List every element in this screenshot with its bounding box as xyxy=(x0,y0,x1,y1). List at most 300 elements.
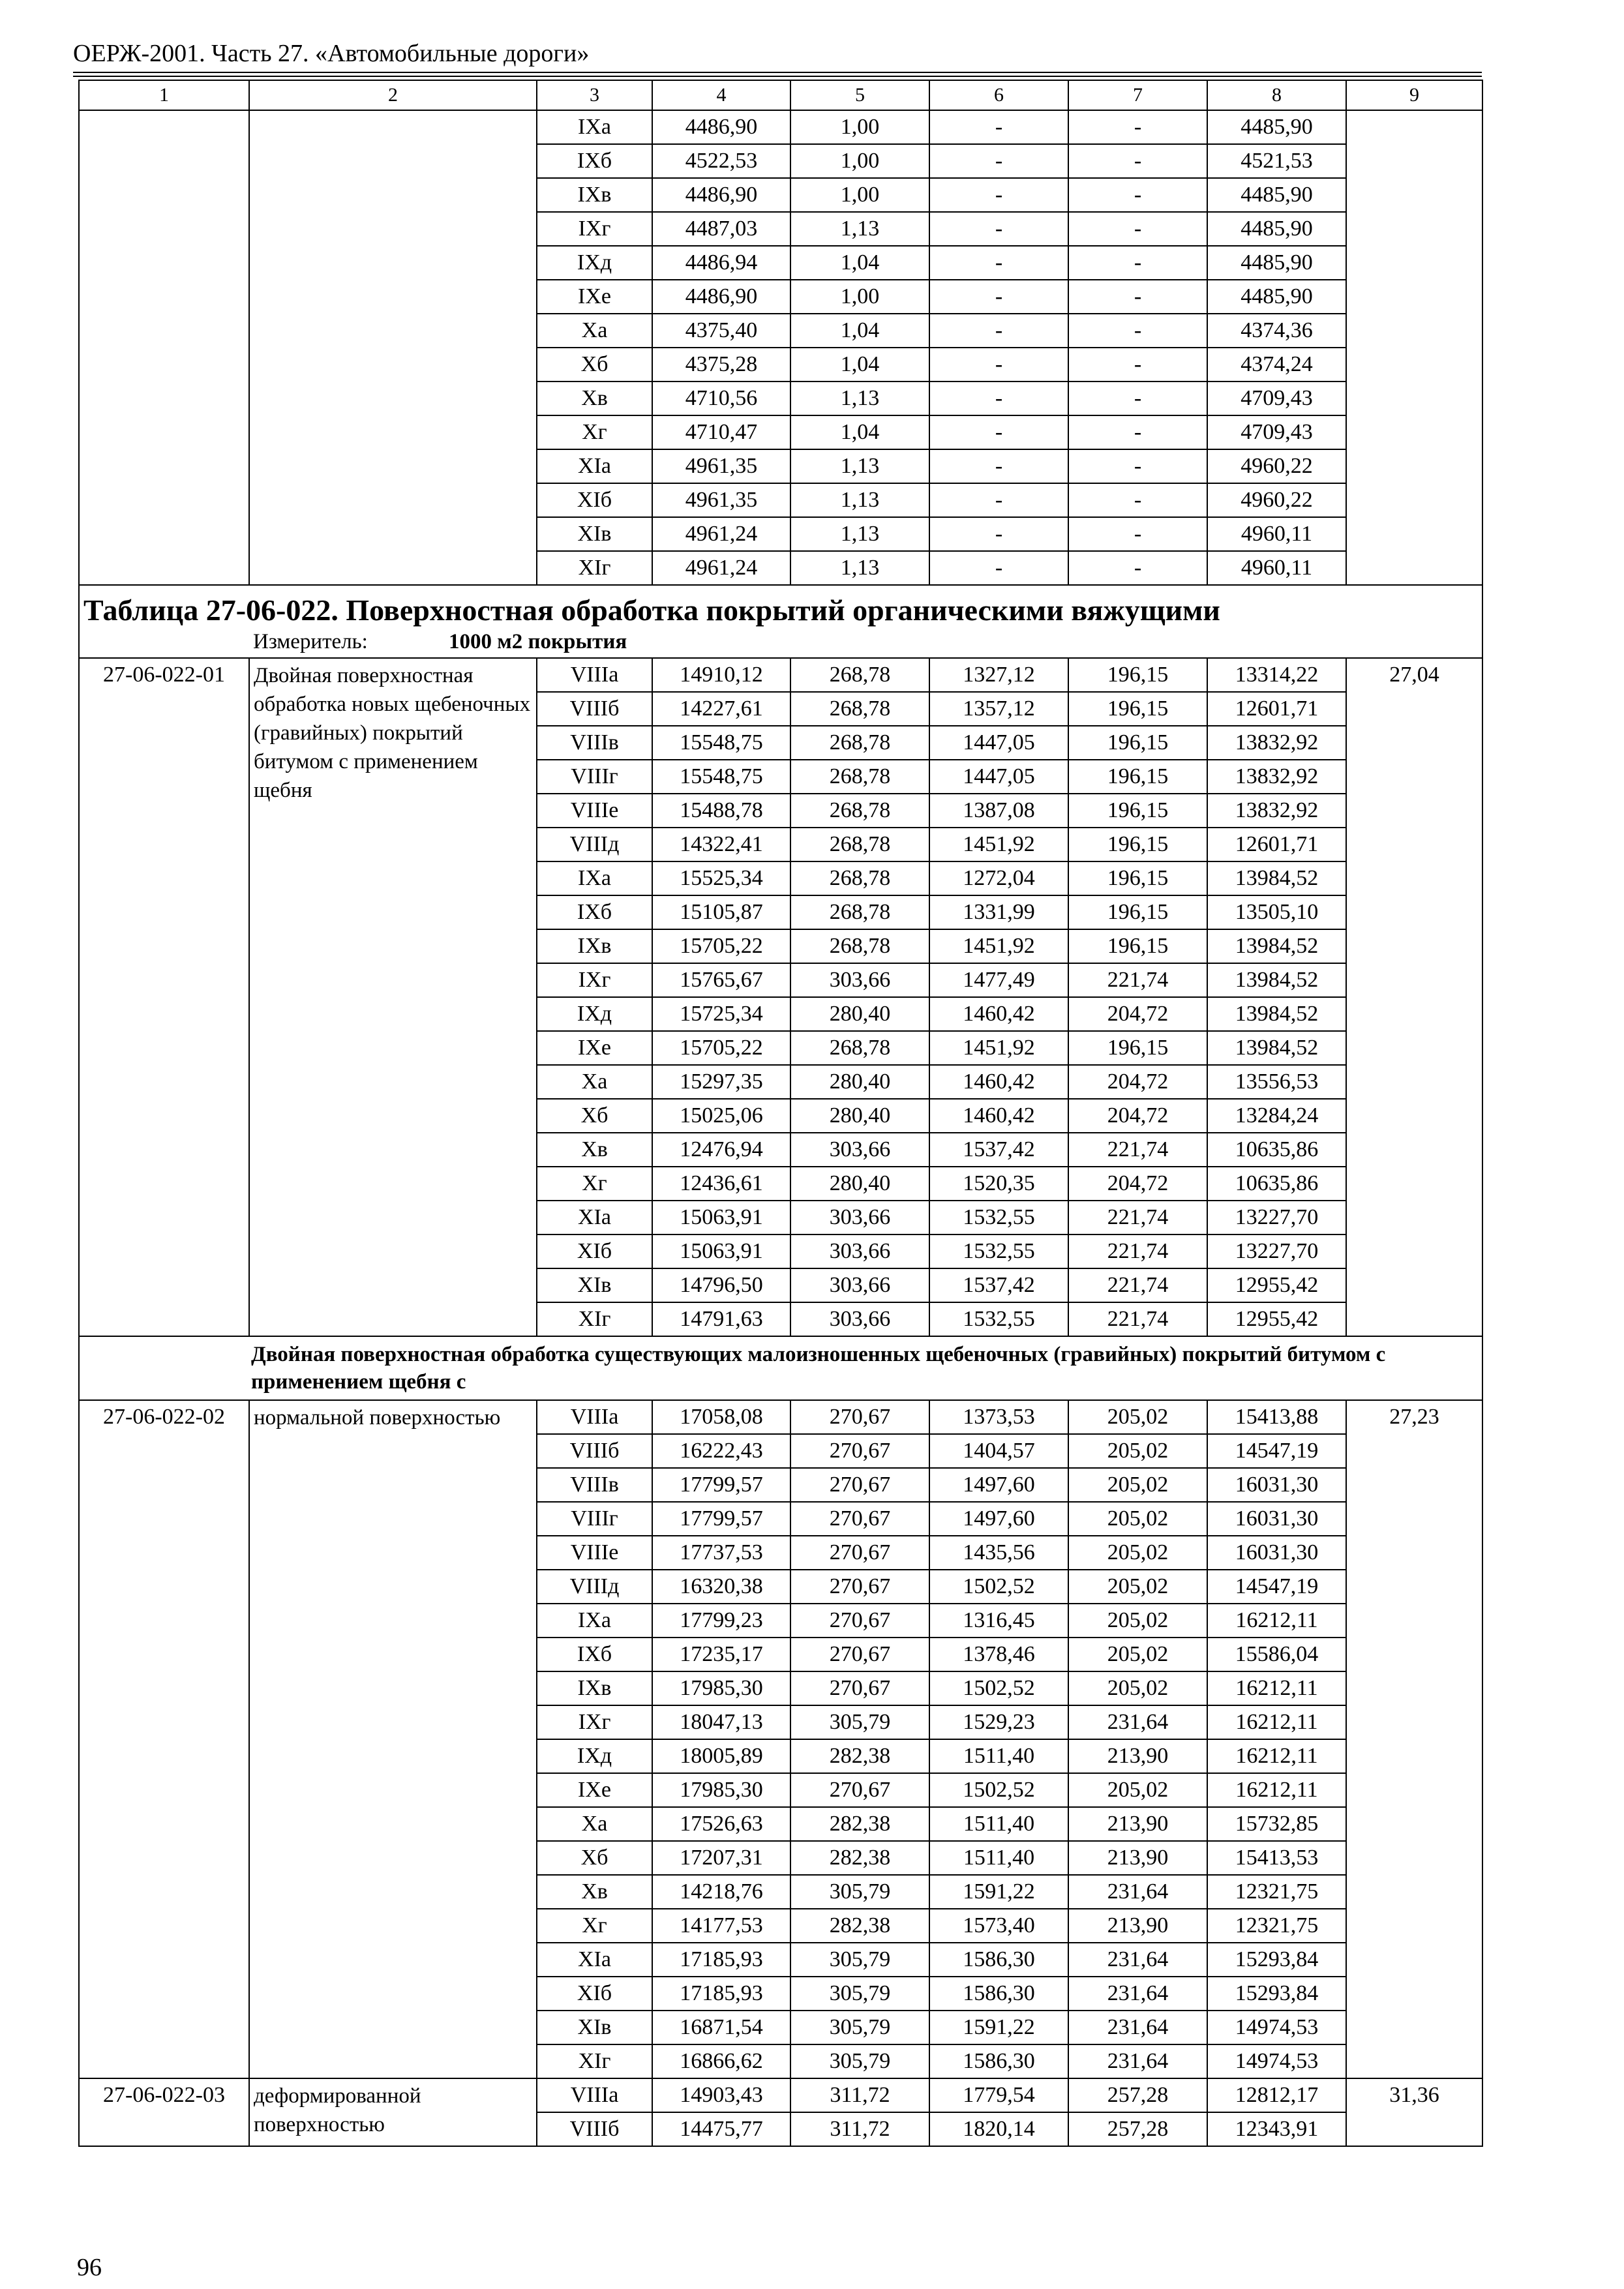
materials-cell: 4709,43 xyxy=(1207,382,1346,415)
total-cost-cell: 17235,17 xyxy=(652,1638,790,1671)
total-cost-cell: 15548,75 xyxy=(652,760,790,794)
empty-col9-cell xyxy=(1346,110,1482,585)
machinery-cell: 1820,14 xyxy=(929,2112,1068,2146)
materials-cell: 4374,36 xyxy=(1207,314,1346,348)
total-cost-cell: 4486,90 xyxy=(652,280,790,314)
road-class-cell: XIг xyxy=(537,1302,652,1336)
wages-cell: 303,66 xyxy=(790,1234,929,1268)
wages-cell: 303,66 xyxy=(790,1302,929,1336)
machinery-cell: 1573,40 xyxy=(929,1909,1068,1943)
wages-cell: 270,67 xyxy=(790,1434,929,1468)
total-cost-cell: 4486,90 xyxy=(652,178,790,212)
machinery-cell: - xyxy=(929,110,1068,144)
materials-cell: 16212,11 xyxy=(1207,1705,1346,1739)
materials-cell: 12812,17 xyxy=(1207,2078,1346,2112)
machinist-wages-cell: 231,64 xyxy=(1068,1977,1207,2011)
column-number: 6 xyxy=(929,80,1068,110)
machinist-wages-cell: 196,15 xyxy=(1068,929,1207,963)
machinist-wages-cell: 204,72 xyxy=(1068,1065,1207,1099)
road-class-cell: IXе xyxy=(537,280,652,314)
machinery-cell: 1378,46 xyxy=(929,1638,1068,1671)
total-cost-cell: 14796,50 xyxy=(652,1268,790,1302)
wages-cell: 1,13 xyxy=(790,212,929,246)
wages-cell: 1,00 xyxy=(790,144,929,178)
road-class-cell: XIг xyxy=(537,2044,652,2078)
total-cost-cell: 14227,61 xyxy=(652,692,790,726)
materials-cell: 4960,22 xyxy=(1207,449,1346,483)
road-class-cell: VIIIа xyxy=(537,1400,652,1434)
machinist-wages-cell: 231,64 xyxy=(1068,2044,1207,2078)
materials-cell: 13984,52 xyxy=(1207,1031,1346,1065)
materials-cell: 14547,19 xyxy=(1207,1570,1346,1604)
road-class-cell: XIа xyxy=(537,1201,652,1234)
machinist-wages-cell: 205,02 xyxy=(1068,1502,1207,1536)
machinist-wages-cell: 196,15 xyxy=(1068,828,1207,861)
road-class-cell: XIб xyxy=(537,1234,652,1268)
machinist-wages-cell: 196,15 xyxy=(1068,895,1207,929)
machinery-cell: 1779,54 xyxy=(929,2078,1068,2112)
materials-cell: 13832,92 xyxy=(1207,794,1346,828)
machinist-wages-cell: 205,02 xyxy=(1068,1773,1207,1807)
machinery-cell: 1502,52 xyxy=(929,1671,1068,1705)
machinery-cell: 1591,22 xyxy=(929,1875,1068,1909)
machinist-wages-cell: - xyxy=(1068,280,1207,314)
total-cost-cell: 17985,30 xyxy=(652,1773,790,1807)
materials-cell: 13227,70 xyxy=(1207,1201,1346,1234)
item-code: 27-06-022-03 xyxy=(79,2078,249,2146)
wages-cell: 305,79 xyxy=(790,2011,929,2044)
road-class-cell: VIIIв xyxy=(537,1468,652,1502)
wages-cell: 311,72 xyxy=(790,2112,929,2146)
machinist-wages-cell: 213,90 xyxy=(1068,1739,1207,1773)
table-row xyxy=(79,110,1482,144)
machinist-wages-cell: 221,74 xyxy=(1068,963,1207,997)
machinist-wages-cell: 205,02 xyxy=(1068,1604,1207,1638)
column-number: 4 xyxy=(652,80,790,110)
total-cost-cell: 16320,38 xyxy=(652,1570,790,1604)
materials-cell: 15293,84 xyxy=(1207,1943,1346,1977)
machinist-wages-cell: 196,15 xyxy=(1068,658,1207,692)
unit-value: 1000 м2 покрытия xyxy=(449,630,627,653)
machinist-wages-cell: 196,15 xyxy=(1068,1031,1207,1065)
road-class-cell: XIа xyxy=(537,449,652,483)
column-number: 2 xyxy=(249,80,537,110)
table-title-cell xyxy=(79,585,1482,658)
total-cost-cell: 4961,35 xyxy=(652,483,790,517)
machinist-wages-cell: 196,15 xyxy=(1068,794,1207,828)
road-class-cell: IXб xyxy=(537,895,652,929)
materials-cell: 13832,92 xyxy=(1207,760,1346,794)
materials-cell: 12343,91 xyxy=(1207,2112,1346,2146)
wages-cell: 268,78 xyxy=(790,929,929,963)
machinist-wages-cell: 205,02 xyxy=(1068,1536,1207,1570)
road-class-cell: IXд xyxy=(537,246,652,280)
machinist-wages-cell: - xyxy=(1068,314,1207,348)
machinery-cell: 1447,05 xyxy=(929,726,1068,760)
road-class-cell: VIIIа xyxy=(537,2078,652,2112)
materials-cell: 4485,90 xyxy=(1207,110,1346,144)
wages-cell: 303,66 xyxy=(790,1201,929,1234)
wages-cell: 1,04 xyxy=(790,246,929,280)
materials-cell: 4960,11 xyxy=(1207,517,1346,551)
road-class-cell: VIIIб xyxy=(537,2112,652,2146)
road-class-cell: XIв xyxy=(537,2011,652,2044)
total-cost-cell: 15488,78 xyxy=(652,794,790,828)
wages-cell: 1,04 xyxy=(790,415,929,449)
materials-cell: 4521,53 xyxy=(1207,144,1346,178)
wages-cell: 1,00 xyxy=(790,280,929,314)
machinist-wages-cell: - xyxy=(1068,551,1207,585)
machinist-wages-cell: 213,90 xyxy=(1068,1807,1207,1841)
machinery-cell: 1537,42 xyxy=(929,1133,1068,1167)
total-cost-cell: 4961,24 xyxy=(652,551,790,585)
machinery-cell: 1460,42 xyxy=(929,1099,1068,1133)
road-class-cell: Xб xyxy=(537,1841,652,1875)
unit-label: Измеритель: xyxy=(253,630,368,653)
machinery-cell: 1373,53 xyxy=(929,1400,1068,1434)
total-cost-cell: 15548,75 xyxy=(652,726,790,760)
machinery-cell: 1586,30 xyxy=(929,2044,1068,2078)
total-cost-cell: 4522,53 xyxy=(652,144,790,178)
machinist-wages-cell: - xyxy=(1068,246,1207,280)
wages-cell: 282,38 xyxy=(790,1807,929,1841)
road-class-cell: IXа xyxy=(537,110,652,144)
table-row xyxy=(79,1400,1482,1434)
materials-cell: 14974,53 xyxy=(1207,2011,1346,2044)
machinery-cell: - xyxy=(929,483,1068,517)
total-cost-cell: 15105,87 xyxy=(652,895,790,929)
wages-cell: 268,78 xyxy=(790,726,929,760)
empty-description-cell xyxy=(249,110,537,585)
wages-cell: 268,78 xyxy=(790,861,929,895)
total-cost-cell: 16871,54 xyxy=(652,2011,790,2044)
machinery-cell: 1477,49 xyxy=(929,963,1068,997)
column-number: 5 xyxy=(790,80,929,110)
road-class-cell: Xг xyxy=(537,1909,652,1943)
road-class-cell: VIIIе xyxy=(537,1536,652,1570)
road-class-cell: Xв xyxy=(537,1875,652,1909)
machinery-cell: 1529,23 xyxy=(929,1705,1068,1739)
materials-cell: 16212,11 xyxy=(1207,1671,1346,1705)
wages-cell: 305,79 xyxy=(790,1943,929,1977)
road-class-cell: VIIIд xyxy=(537,828,652,861)
materials-cell: 13984,52 xyxy=(1207,929,1346,963)
machinist-wages-cell: 257,28 xyxy=(1068,2112,1207,2146)
machinist-wages-cell: 231,64 xyxy=(1068,1875,1207,1909)
item-description: Двойная поверхностная обработка новых щебеночных (гравийных) покрытий битумом с применением щебня xyxy=(249,658,537,1336)
machinery-cell: 1586,30 xyxy=(929,1943,1068,1977)
machinery-cell: 1502,52 xyxy=(929,1570,1068,1604)
machinery-cell: 1532,55 xyxy=(929,1302,1068,1336)
wages-cell: 270,67 xyxy=(790,1400,929,1434)
total-cost-cell: 15063,91 xyxy=(652,1234,790,1268)
wages-cell: 1,13 xyxy=(790,551,929,585)
wages-cell: 268,78 xyxy=(790,1031,929,1065)
materials-cell: 12601,71 xyxy=(1207,828,1346,861)
total-cost-cell: 12476,94 xyxy=(652,1133,790,1167)
item-description: деформированной поверхностью xyxy=(249,2078,537,2146)
materials-cell: 12601,71 xyxy=(1207,692,1346,726)
machinery-cell: 1532,55 xyxy=(929,1234,1068,1268)
machinery-cell: 1435,56 xyxy=(929,1536,1068,1570)
total-cost-cell: 4375,40 xyxy=(652,314,790,348)
machinery-cell: 1591,22 xyxy=(929,2011,1068,2044)
empty-code-cell xyxy=(79,110,249,585)
machinist-wages-cell: 205,02 xyxy=(1068,1468,1207,1502)
machinery-cell: 1497,60 xyxy=(929,1502,1068,1536)
total-cost-cell: 17737,53 xyxy=(652,1536,790,1570)
machinist-wages-cell: 205,02 xyxy=(1068,1570,1207,1604)
road-class-cell: IXе xyxy=(537,1031,652,1065)
total-cost-cell: 4710,56 xyxy=(652,382,790,415)
total-cost-cell: 16222,43 xyxy=(652,1434,790,1468)
machinist-wages-cell: 196,15 xyxy=(1068,760,1207,794)
road-class-cell: XIб xyxy=(537,483,652,517)
materials-cell: 12955,42 xyxy=(1207,1268,1346,1302)
total-cost-cell: 17207,31 xyxy=(652,1841,790,1875)
machinist-wages-cell: - xyxy=(1068,348,1207,382)
road-class-cell: VIIIв xyxy=(537,726,652,760)
wages-cell: 268,78 xyxy=(790,658,929,692)
road-class-cell: IXб xyxy=(537,1638,652,1671)
subheading-row xyxy=(79,1336,1482,1400)
wages-cell: 305,79 xyxy=(790,1977,929,2011)
machinery-cell: - xyxy=(929,348,1068,382)
machinist-wages-cell: 196,15 xyxy=(1068,726,1207,760)
running-header: ОЕРЖ-2001. Часть 27. «Автомобильные дороги» xyxy=(73,40,590,67)
machinery-cell: 1331,99 xyxy=(929,895,1068,929)
total-cost-cell: 4487,03 xyxy=(652,212,790,246)
machinist-wages-cell: 205,02 xyxy=(1068,1638,1207,1671)
materials-cell: 16031,30 xyxy=(1207,1468,1346,1502)
column-number: 1 xyxy=(79,80,249,110)
wages-cell: 303,66 xyxy=(790,1268,929,1302)
materials-cell: 4709,43 xyxy=(1207,415,1346,449)
road-class-cell: IXг xyxy=(537,1705,652,1739)
materials-cell: 15732,85 xyxy=(1207,1807,1346,1841)
road-class-cell: IXд xyxy=(537,997,652,1031)
total-cost-cell: 17799,57 xyxy=(652,1502,790,1536)
machinist-wages-cell: 221,74 xyxy=(1068,1302,1207,1336)
machinist-wages-cell: 204,72 xyxy=(1068,1167,1207,1201)
road-class-cell: Xв xyxy=(537,1133,652,1167)
wages-cell: 311,72 xyxy=(790,2078,929,2112)
road-class-cell: XIг xyxy=(537,551,652,585)
machinist-wages-cell: 205,02 xyxy=(1068,1671,1207,1705)
wages-cell: 282,38 xyxy=(790,1841,929,1875)
road-class-cell: IXв xyxy=(537,1671,652,1705)
machinery-cell: 1447,05 xyxy=(929,760,1068,794)
machinist-wages-cell: 221,74 xyxy=(1068,1234,1207,1268)
road-class-cell: Xб xyxy=(537,348,652,382)
total-cost-cell: 15025,06 xyxy=(652,1099,790,1133)
machinery-cell: 1511,40 xyxy=(929,1739,1068,1773)
total-cost-cell: 14791,63 xyxy=(652,1302,790,1336)
machinist-wages-cell: 231,64 xyxy=(1068,2011,1207,2044)
total-cost-cell: 18005,89 xyxy=(652,1739,790,1773)
column-number: 9 xyxy=(1346,80,1482,110)
materials-cell: 13984,52 xyxy=(1207,861,1346,895)
item-description: нормальной поверхностью xyxy=(249,1400,537,2078)
machinery-cell: 1404,57 xyxy=(929,1434,1068,1468)
machinery-cell: 1451,92 xyxy=(929,1031,1068,1065)
total-cost-cell: 15765,67 xyxy=(652,963,790,997)
machinery-cell: - xyxy=(929,551,1068,585)
materials-cell: 13832,92 xyxy=(1207,726,1346,760)
machinery-cell: 1520,35 xyxy=(929,1167,1068,1201)
machinery-cell: 1451,92 xyxy=(929,929,1068,963)
table-row xyxy=(79,658,1482,692)
machinist-wages-cell: 196,15 xyxy=(1068,861,1207,895)
road-class-cell: VIIIг xyxy=(537,760,652,794)
road-class-cell: Xв xyxy=(537,382,652,415)
total-cost-cell: 15705,22 xyxy=(652,929,790,963)
page-number: 96 xyxy=(77,2254,102,2281)
wages-cell: 270,67 xyxy=(790,1468,929,1502)
machinery-cell: 1460,42 xyxy=(929,997,1068,1031)
materials-cell: 13505,10 xyxy=(1207,895,1346,929)
wages-cell: 268,78 xyxy=(790,828,929,861)
materials-cell: 14974,53 xyxy=(1207,2044,1346,2078)
wages-cell: 1,04 xyxy=(790,314,929,348)
materials-cell: 13984,52 xyxy=(1207,997,1346,1031)
total-cost-cell: 12436,61 xyxy=(652,1167,790,1201)
table-row xyxy=(79,2078,1482,2112)
materials-cell: 16031,30 xyxy=(1207,1536,1346,1570)
road-class-cell: Xг xyxy=(537,1167,652,1201)
unit-line xyxy=(83,629,1478,655)
total-cost-cell: 18047,13 xyxy=(652,1705,790,1739)
machinery-cell: 1451,92 xyxy=(929,828,1068,861)
total-cost-cell: 17185,93 xyxy=(652,1977,790,2011)
road-class-cell: Xа xyxy=(537,1807,652,1841)
machinery-cell: 1532,55 xyxy=(929,1201,1068,1234)
wages-cell: 270,67 xyxy=(790,1671,929,1705)
wages-cell: 280,40 xyxy=(790,997,929,1031)
materials-cell: 14547,19 xyxy=(1207,1434,1346,1468)
total-cost-cell: 17058,08 xyxy=(652,1400,790,1434)
wages-cell: 268,78 xyxy=(790,760,929,794)
machinery-cell: - xyxy=(929,449,1068,483)
road-class-cell: VIIIб xyxy=(537,1434,652,1468)
road-class-cell: VIIIд xyxy=(537,1570,652,1604)
wages-cell: 280,40 xyxy=(790,1065,929,1099)
machinery-cell: 1387,08 xyxy=(929,794,1068,828)
machinist-wages-cell: 221,74 xyxy=(1068,1268,1207,1302)
total-cost-cell: 15705,22 xyxy=(652,1031,790,1065)
total-cost-cell: 15725,34 xyxy=(652,997,790,1031)
road-class-cell: IXв xyxy=(537,929,652,963)
materials-cell: 15413,88 xyxy=(1207,1400,1346,1434)
column-number: 3 xyxy=(537,80,652,110)
wages-cell: 1,00 xyxy=(790,178,929,212)
materials-cell: 13556,53 xyxy=(1207,1065,1346,1099)
road-class-cell: XIв xyxy=(537,517,652,551)
total-cost-cell: 4486,90 xyxy=(652,110,790,144)
materials-cell: 4485,90 xyxy=(1207,246,1346,280)
road-class-cell: VIIIб xyxy=(537,692,652,726)
road-class-cell: XIв xyxy=(537,1268,652,1302)
total-cost-cell: 14910,12 xyxy=(652,658,790,692)
machinist-wages-cell: - xyxy=(1068,178,1207,212)
machinery-cell: 1537,42 xyxy=(929,1268,1068,1302)
wages-cell: 305,79 xyxy=(790,1875,929,1909)
road-class-cell: IXа xyxy=(537,861,652,895)
road-class-cell: IXб xyxy=(537,144,652,178)
total-cost-cell: 14177,53 xyxy=(652,1909,790,1943)
road-class-cell: Xб xyxy=(537,1099,652,1133)
column-number: 7 xyxy=(1068,80,1207,110)
total-cost-cell: 14903,43 xyxy=(652,2078,790,2112)
machinery-cell: 1502,52 xyxy=(929,1773,1068,1807)
road-class-cell: XIб xyxy=(537,1977,652,2011)
machinery-cell: 1316,45 xyxy=(929,1604,1068,1638)
total-cost-cell: 16866,62 xyxy=(652,2044,790,2078)
total-cost-cell: 17185,93 xyxy=(652,1943,790,1977)
wages-cell: 270,67 xyxy=(790,1570,929,1604)
wages-cell: 303,66 xyxy=(790,963,929,997)
item-col9-value: 31,36 xyxy=(1346,2078,1482,2146)
total-cost-cell: 15063,91 xyxy=(652,1201,790,1234)
road-class-cell: VIIIг xyxy=(537,1502,652,1536)
machinery-cell: 1460,42 xyxy=(929,1065,1068,1099)
column-number: 8 xyxy=(1207,80,1346,110)
machinist-wages-cell: - xyxy=(1068,517,1207,551)
machinist-wages-cell: - xyxy=(1068,483,1207,517)
road-class-cell: Xа xyxy=(537,1065,652,1099)
materials-cell: 15586,04 xyxy=(1207,1638,1346,1671)
wages-cell: 305,79 xyxy=(790,2044,929,2078)
item-col9-value: 27,23 xyxy=(1346,1400,1482,2078)
materials-cell: 4374,24 xyxy=(1207,348,1346,382)
machinist-wages-cell: - xyxy=(1068,144,1207,178)
subheading: Двойная поверхностная обработка существующих малоизношенных щебеночных (гравийных) покрытий битумом с применением щебня с xyxy=(79,1336,1482,1400)
machinery-cell: - xyxy=(929,246,1068,280)
machinery-cell: - xyxy=(929,212,1068,246)
column-number-row xyxy=(79,80,1482,110)
road-class-cell: Xг xyxy=(537,415,652,449)
wages-cell: 282,38 xyxy=(790,1909,929,1943)
wages-cell: 1,00 xyxy=(790,110,929,144)
materials-cell: 16212,11 xyxy=(1207,1773,1346,1807)
road-class-cell: Xа xyxy=(537,314,652,348)
wages-cell: 280,40 xyxy=(790,1099,929,1133)
machinery-cell: 1586,30 xyxy=(929,1977,1068,2011)
road-class-cell: IXа xyxy=(537,1604,652,1638)
total-cost-cell: 17985,30 xyxy=(652,1671,790,1705)
materials-cell: 13284,24 xyxy=(1207,1099,1346,1133)
machinery-cell: 1511,40 xyxy=(929,1841,1068,1875)
wages-cell: 270,67 xyxy=(790,1604,929,1638)
total-cost-cell: 4375,28 xyxy=(652,348,790,382)
machinery-cell: - xyxy=(929,517,1068,551)
machinery-cell: - xyxy=(929,144,1068,178)
machinery-cell: 1497,60 xyxy=(929,1468,1068,1502)
materials-cell: 12321,75 xyxy=(1207,1909,1346,1943)
machinist-wages-cell: 231,64 xyxy=(1068,1705,1207,1739)
wages-cell: 270,67 xyxy=(790,1638,929,1671)
wages-cell: 270,67 xyxy=(790,1536,929,1570)
machinist-wages-cell: 204,72 xyxy=(1068,1099,1207,1133)
machinery-cell: 1327,12 xyxy=(929,658,1068,692)
materials-cell: 16212,11 xyxy=(1207,1739,1346,1773)
road-class-cell: IXе xyxy=(537,1773,652,1807)
total-cost-cell: 4961,35 xyxy=(652,449,790,483)
machinist-wages-cell: 204,72 xyxy=(1068,997,1207,1031)
wages-cell: 270,67 xyxy=(790,1502,929,1536)
machinist-wages-cell: 213,90 xyxy=(1068,1909,1207,1943)
materials-cell: 12955,42 xyxy=(1207,1302,1346,1336)
